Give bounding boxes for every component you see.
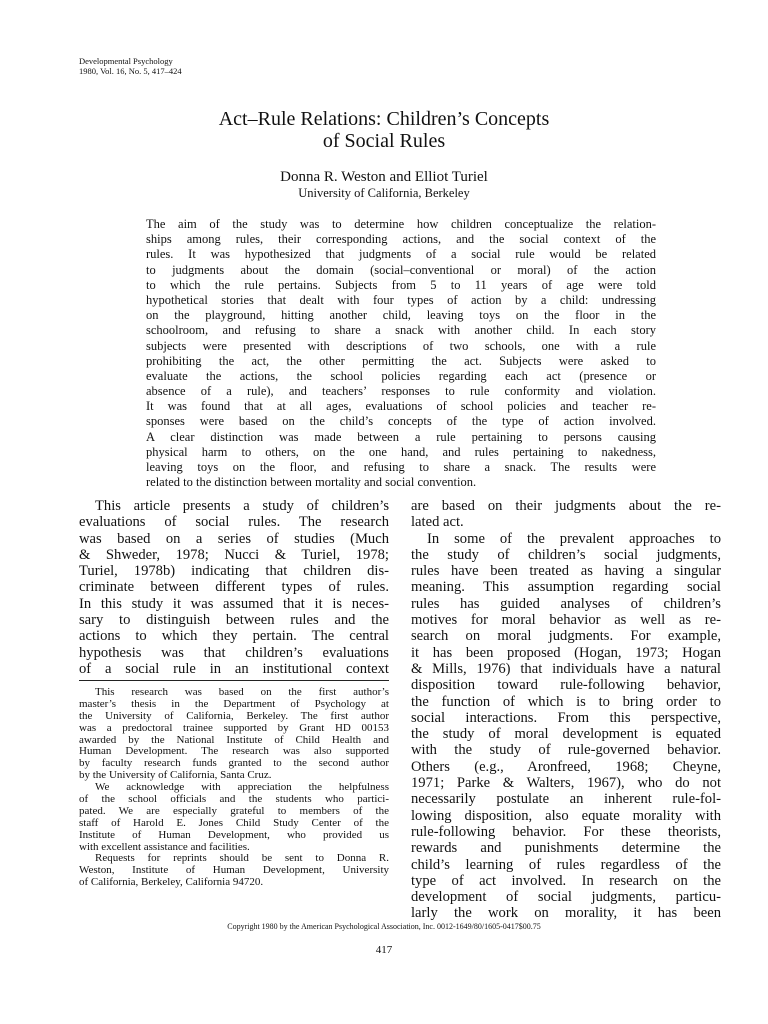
footnote-line: master’s thesis in the Department of Psychology at — [79, 697, 389, 710]
footnote — [79, 687, 389, 889]
body-line: the study of moral development is equated — [411, 726, 721, 743]
body-line: rules has guided analyses of children’s — [411, 595, 721, 612]
body-column-right — [411, 498, 721, 922]
footnote-line: pated. We are especially grateful to members of the — [79, 804, 389, 817]
title-line: Act–Rule Relations: Children’s Concepts — [218, 108, 550, 130]
body-line: & Mills, 1976) that individuals have a natural — [411, 660, 721, 677]
body-line: was based on a series of studies (Much — [79, 530, 389, 547]
body-line: sary to distinguish between rules and the — [79, 612, 389, 629]
abstract-line: evaluate the actions, the school policies regarding each act (presence or — [146, 368, 656, 383]
body-line: rules have been treated as having a singular — [411, 563, 721, 580]
body-line: of a social rule in an institutional context — [79, 660, 389, 677]
abstract-line: A clear distinction was made between a rule pertaining to persons causing — [146, 429, 656, 444]
body-line: type of act involved. In research on the — [411, 872, 721, 889]
body-line: lowing disposition, also equate morality with — [411, 807, 721, 824]
abstract-line: subjects were presented with descriptions of two schools, one with a rule — [146, 338, 656, 353]
abstract — [146, 217, 656, 490]
abstract-line: leaving toys on the floor, and refusing to share a snack. The results were — [146, 460, 656, 474]
body-line: rewards and punishments determine the — [411, 840, 721, 857]
title-line: of Social Rules — [322, 130, 446, 152]
body-line: Others (e.g., Aronfreed, 1968; Cheyne, — [411, 758, 721, 775]
footnote-line: We acknowledge with appreciation the helpfulness — [95, 781, 389, 794]
body-line: search on moral judgments. For example, — [411, 628, 721, 645]
abstract-line: rules. It was hypothesized that judgments of a social rule would be related — [146, 247, 656, 262]
article-title — [0, 108, 768, 152]
body-line: meaning. This assumption regarding social — [411, 579, 721, 596]
footnote-line: Weston, Institute of Human Development, University — [79, 864, 389, 877]
body-line: larly the work on morality, it has been — [411, 905, 721, 922]
footnote-line: of California, Berkeley, California 94720. — [79, 876, 264, 889]
abstract-line: It was found that at all ages, evaluations of school policies and teacher re- — [146, 399, 656, 414]
body-line: necessarily postulate an inherent rule-fol- — [411, 791, 721, 808]
footnote-line: awarded by the National Institute of Child Health and — [79, 733, 389, 746]
abstract-line: to which the rule pertains. Subjects from 5 to 11 years of age were told — [146, 277, 656, 292]
abstract-line: hypothetical stories that dealt with four types of action by a child: undressing — [146, 292, 656, 307]
footnote-line: by the University of California, Santa Cruz. — [79, 769, 272, 782]
body-line: development of social judgments, particu- — [411, 889, 721, 906]
author-block — [0, 169, 768, 200]
body-line: Turiel, 1978b) indicating that children dis- — [79, 563, 389, 580]
copyright-line: Copyright 1980 by the American Psychological Association, Inc. 0012-1649/80/1605-0417$00.75 — [227, 922, 541, 931]
body-line: criminate between different types of rules. — [79, 579, 389, 596]
body-line: 1971; Parke & Walters, 1967), who do not — [411, 775, 721, 792]
body-line: the study of children’s social judgments, — [411, 546, 721, 563]
author-names: Donna R. Weston and Elliot Turiel — [280, 169, 488, 185]
journal-header — [79, 56, 182, 76]
footnote-line: by faculty research funds granted to the second author — [79, 757, 389, 770]
abstract-line: schoolroom, and refusing to share a snack with another child. In each story — [146, 323, 656, 338]
footnote-line: of the school officials and the students who partici- — [79, 793, 389, 806]
body-line: child’s learning of rules regardless of the — [411, 856, 721, 873]
footnote-line: with excellent assistance and facilities. — [79, 840, 250, 853]
body-line: with the study of rule-governed behavior. — [411, 742, 721, 759]
abstract-line: absence of a rule), and teachers’ responses to rule conformity and violation. — [146, 384, 656, 399]
abstract-line: prohibiting the act, the other permitting the act. Subjects were asked to — [146, 353, 656, 368]
journal-name: Developmental Psychology — [79, 56, 173, 66]
abstract-line: sponses were based on the child’s concepts of the type of action involved. — [146, 414, 656, 429]
footnote-line: staff of Harold E. Jones Child Study Center of the — [79, 816, 389, 829]
body-line: social interactions. From this perspective, — [411, 709, 721, 726]
body-column-left — [79, 498, 389, 677]
body-line: rule-following behavior. For these theorists, — [411, 823, 721, 840]
journal-citation: 1980, Vol. 16, No. 5, 417–424 — [79, 66, 182, 76]
body-line: lated act. — [411, 514, 464, 531]
abstract-line: on the playground, hitting another child, leaving toys on the floor in the — [146, 308, 656, 323]
body-line: evaluations of social rules. The research — [79, 514, 389, 531]
body-line: In this study it was assumed that it is neces- — [79, 595, 389, 612]
body-line: are based on their judgments about the re- — [411, 498, 721, 514]
abstract-line: to judgments about the domain (social–conventional or moral) of the action — [146, 262, 656, 277]
body-line: motives for moral behavior as well as re- — [411, 612, 721, 629]
body-line: & Shweder, 1978; Nucci & Turiel, 1978; — [79, 546, 389, 563]
body-line: In some of the prevalent approaches to — [427, 530, 721, 547]
footnote-line: the University of California, Berkeley. The first author — [79, 709, 389, 722]
body-line: hypothesis was that children’s evaluations — [79, 644, 389, 661]
abstract-line: related to the distinction between mortality and social convention. — [146, 475, 477, 490]
body-line: it has been proposed (Hogan, 1973; Hogan — [411, 644, 721, 661]
body-line: the function of which is to bring order to — [411, 693, 721, 710]
footnote-line: Requests for reprints should be sent to Donna R. — [95, 852, 389, 865]
page-number: 417 — [375, 944, 393, 956]
abstract-line: physical harm to others, on the one hand, and rules pertaining to nakedness, — [146, 444, 656, 459]
body-line: disposition toward rule-following behavior, — [411, 677, 721, 694]
abstract-line: The aim of the study was to determine how children conceptualize the relation- — [146, 217, 656, 231]
footnote-line: This research was based on the first author’s — [95, 686, 389, 698]
body-line: actions to which they pertain. The central — [79, 628, 389, 645]
body-line: This article presents a study of children’s — [95, 498, 389, 514]
abstract-line: ships among rules, their corresponding actions, and the social context of the — [146, 232, 656, 247]
author-affiliation: University of California, Berkeley — [298, 186, 470, 200]
footnote-divider — [79, 680, 389, 681]
footnote-line: Human Development. The research was also supported — [79, 745, 389, 758]
footnote-line: was a predoctoral trainee supported by Grant HD 00153 — [79, 721, 389, 734]
footnote-line: Institute of Human Development, who provided us — [79, 828, 389, 841]
